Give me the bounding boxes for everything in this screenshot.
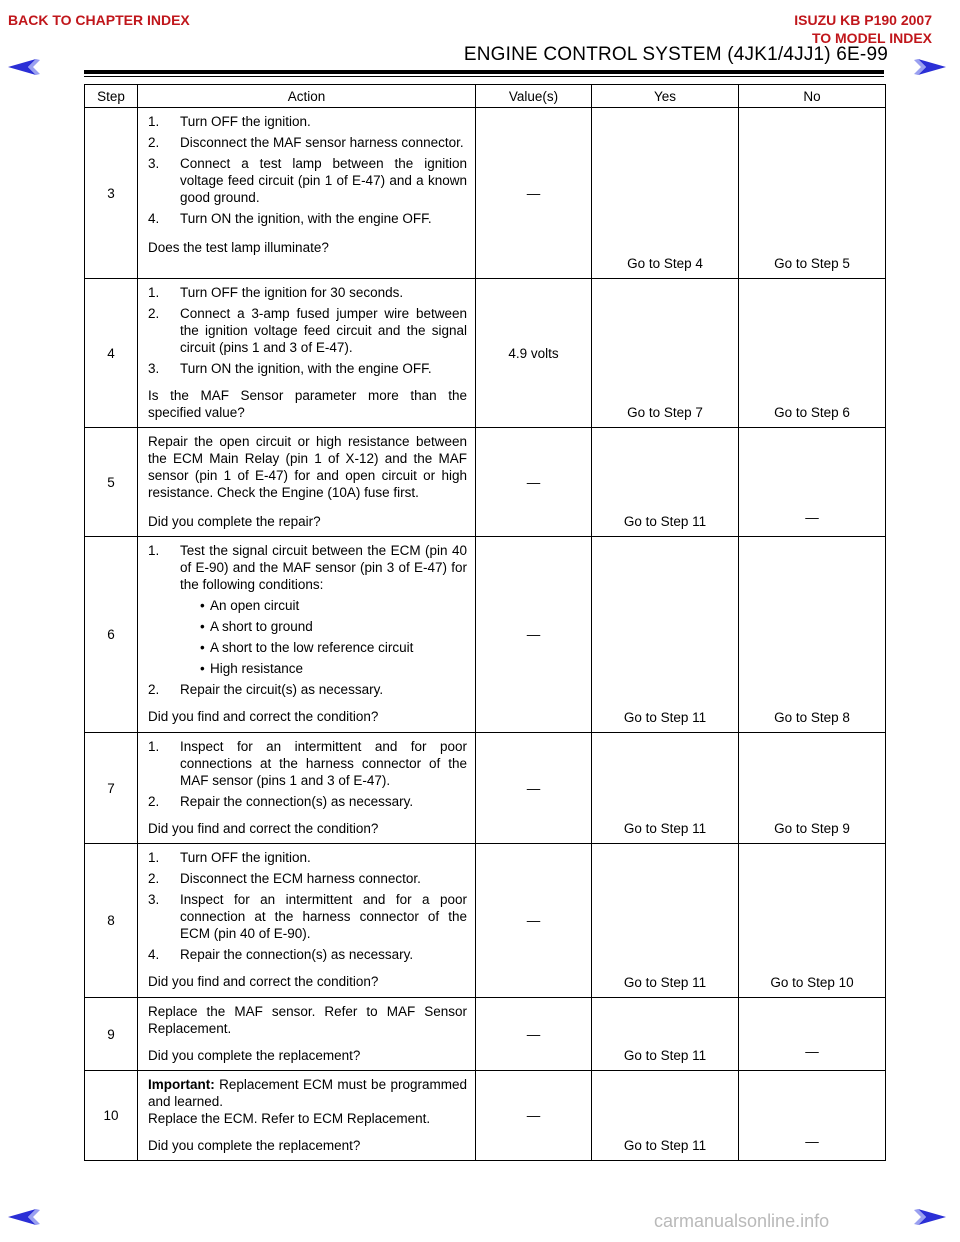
yes-cell: Go to Step 11 bbox=[592, 1071, 739, 1161]
action-item: 2. Repair the connection(s) as necessary. bbox=[148, 794, 414, 809]
action-item: 4. Repair the connection(s) as necessary. bbox=[148, 947, 414, 962]
model-title-link[interactable]: ISUZU KB P190 2007 bbox=[794, 12, 932, 28]
action-item: 1. Turn OFF the ignition. bbox=[148, 114, 311, 129]
action-cell bbox=[138, 998, 476, 1071]
action-text: Repair the open circuit or high resistance between the ECM Main Relay (pin 1 of X-12) and the MAF sensor (pin 1 of E-47) for and open circuit or high resistance. Check the Engine (10A) fuse first. bbox=[148, 434, 467, 500]
action-item: 3. Turn ON the ignition, with the engine OFF. bbox=[148, 361, 432, 376]
bullet-item: • A short to ground bbox=[180, 618, 467, 635]
action-question: Did you find and correct the condition? bbox=[148, 974, 379, 989]
action-item: 3. Connect a test lamp between the ignition voltage feed circuit (pin 1 of E-47) and a known good ground. bbox=[148, 156, 467, 205]
action-item: 1. Turn OFF the ignition for 30 seconds. bbox=[148, 285, 404, 300]
step-number: 4 bbox=[85, 279, 138, 428]
action-item: 2. Disconnect the ECM harness connector. bbox=[148, 871, 421, 886]
no-cell: Go to Step 10 bbox=[739, 844, 886, 998]
action-item: 1. Turn OFF the ignition. bbox=[148, 850, 311, 865]
action-question: Did you complete the repair? bbox=[148, 514, 321, 529]
arrow-right-icon[interactable] bbox=[912, 1206, 948, 1228]
value-cell: 4.9 volts bbox=[476, 279, 592, 428]
action-question: Did you find and correct the condition? bbox=[148, 709, 379, 724]
to-model-index-link[interactable]: TO MODEL INDEX bbox=[811, 30, 932, 46]
action-cell bbox=[138, 279, 476, 428]
action-cell bbox=[138, 108, 476, 279]
action-text: Replace the MAF sensor. Refer to MAF Sensor Replacement. bbox=[148, 1004, 467, 1036]
step-number: 8 bbox=[85, 844, 138, 998]
no-cell: Go to Step 5 bbox=[739, 108, 886, 279]
action-text: Replace the ECM. Refer to ECM Replacement. bbox=[148, 1111, 431, 1126]
action-item: 1. Test the signal circuit between the ECM (pin 40 of E-90) and the MAF sensor (pin 3 of E-47) for the following conditions: • An open circuit • A short to ground • A short to the low reference circuit • High resistance bbox=[148, 542, 467, 677]
action-item: 2. Connect a 3-amp fused jumper wire between the ignition voltage feed circuit and the signal circuit (pins 1 and 3 of E-47). bbox=[148, 306, 467, 355]
header-no: No bbox=[739, 85, 886, 108]
header-action: Action bbox=[138, 85, 476, 108]
no-cell: Go to Step 8 bbox=[739, 537, 886, 733]
important-note bbox=[148, 1076, 467, 1110]
yes-cell: Go to Step 4 bbox=[592, 108, 739, 279]
no-cell: — bbox=[739, 998, 886, 1071]
table-row bbox=[85, 428, 886, 537]
action-cell bbox=[138, 428, 476, 537]
yes-cell: Go to Step 7 bbox=[592, 279, 739, 428]
value-cell: — bbox=[476, 998, 592, 1071]
step-number: 5 bbox=[85, 428, 138, 537]
value-cell: — bbox=[476, 537, 592, 733]
header-yes: Yes bbox=[592, 85, 739, 108]
yes-cell: Go to Step 11 bbox=[592, 844, 739, 998]
bullet-item: • An open circuit bbox=[180, 597, 467, 614]
value-cell: — bbox=[476, 1071, 592, 1161]
step-number: 3 bbox=[85, 108, 138, 279]
yes-cell: Go to Step 11 bbox=[592, 537, 739, 733]
watermark-text: carmanualsonline.info bbox=[654, 1211, 830, 1231]
header-rule-thick bbox=[84, 70, 884, 74]
table-row bbox=[85, 733, 886, 844]
action-cell bbox=[138, 844, 476, 998]
header-values: Value(s) bbox=[476, 85, 592, 108]
no-cell: Go to Step 6 bbox=[739, 279, 886, 428]
step-number: 10 bbox=[85, 1071, 138, 1161]
action-question: Is the MAF Sensor parameter more than the specified value? bbox=[148, 388, 467, 420]
table-row bbox=[85, 844, 886, 998]
no-cell: Go to Step 9 bbox=[739, 733, 886, 844]
table-row bbox=[85, 998, 886, 1071]
action-item: 1. Inspect for an intermittent and for poor connections at the harness connector of the MAF sensor (pins 1 and 3 of E-47). bbox=[148, 739, 467, 788]
action-cell bbox=[138, 1071, 476, 1161]
value-cell: — bbox=[476, 428, 592, 537]
header-rule-thin bbox=[84, 76, 884, 77]
value-cell: — bbox=[476, 844, 592, 998]
no-cell: — bbox=[739, 1071, 886, 1161]
action-cell bbox=[138, 733, 476, 844]
value-cell: — bbox=[476, 108, 592, 279]
action-question: Did you complete the replacement? bbox=[148, 1048, 361, 1063]
arrow-left-icon[interactable] bbox=[6, 1206, 42, 1228]
table-row bbox=[85, 279, 886, 428]
action-item: 3. Inspect for an intermittent and for a poor connection at the harness connector of the ECM (pin 40 of E-90). bbox=[148, 892, 467, 941]
yes-cell: Go to Step 11 bbox=[592, 733, 739, 844]
action-question: Did you complete the replacement? bbox=[148, 1138, 361, 1153]
important-text: Replacement ECM must be programmed and learned. bbox=[148, 1077, 467, 1109]
table-row bbox=[85, 1071, 886, 1161]
no-cell: — bbox=[739, 428, 886, 537]
back-to-chapter-index-link[interactable]: BACK TO CHAPTER INDEX bbox=[8, 12, 190, 28]
yes-cell: Go to Step 11 bbox=[592, 428, 739, 537]
header-step: Step bbox=[85, 85, 138, 108]
important-label: Important: bbox=[148, 1077, 215, 1092]
table-header-row bbox=[85, 85, 886, 108]
diagnostic-table bbox=[84, 84, 886, 1161]
action-question: Does the test lamp illuminate? bbox=[148, 240, 329, 255]
arrow-right-icon[interactable] bbox=[912, 56, 948, 78]
action-item: 4. Turn ON the ignition, with the engine OFF. bbox=[148, 211, 432, 226]
action-question: Did you find and correct the condition? bbox=[148, 821, 379, 836]
value-cell: — bbox=[476, 733, 592, 844]
page-header: ENGINE CONTROL SYSTEM (4JK1/4JJ1) 6E-99 bbox=[463, 44, 888, 65]
bullet-item: • High resistance bbox=[180, 660, 467, 677]
step-number: 7 bbox=[85, 733, 138, 844]
bullet-item: • A short to the low reference circuit bbox=[180, 639, 467, 656]
action-item: 2. Disconnect the MAF sensor harness connector. bbox=[148, 135, 464, 150]
yes-cell: Go to Step 11 bbox=[592, 998, 739, 1071]
action-cell bbox=[138, 537, 476, 733]
table-row bbox=[85, 537, 886, 733]
step-number: 9 bbox=[85, 998, 138, 1071]
arrow-left-icon[interactable] bbox=[6, 56, 42, 78]
table-row bbox=[85, 108, 886, 279]
action-item: 2. Repair the circuit(s) as necessary. bbox=[148, 682, 384, 697]
step-number: 6 bbox=[85, 537, 138, 733]
